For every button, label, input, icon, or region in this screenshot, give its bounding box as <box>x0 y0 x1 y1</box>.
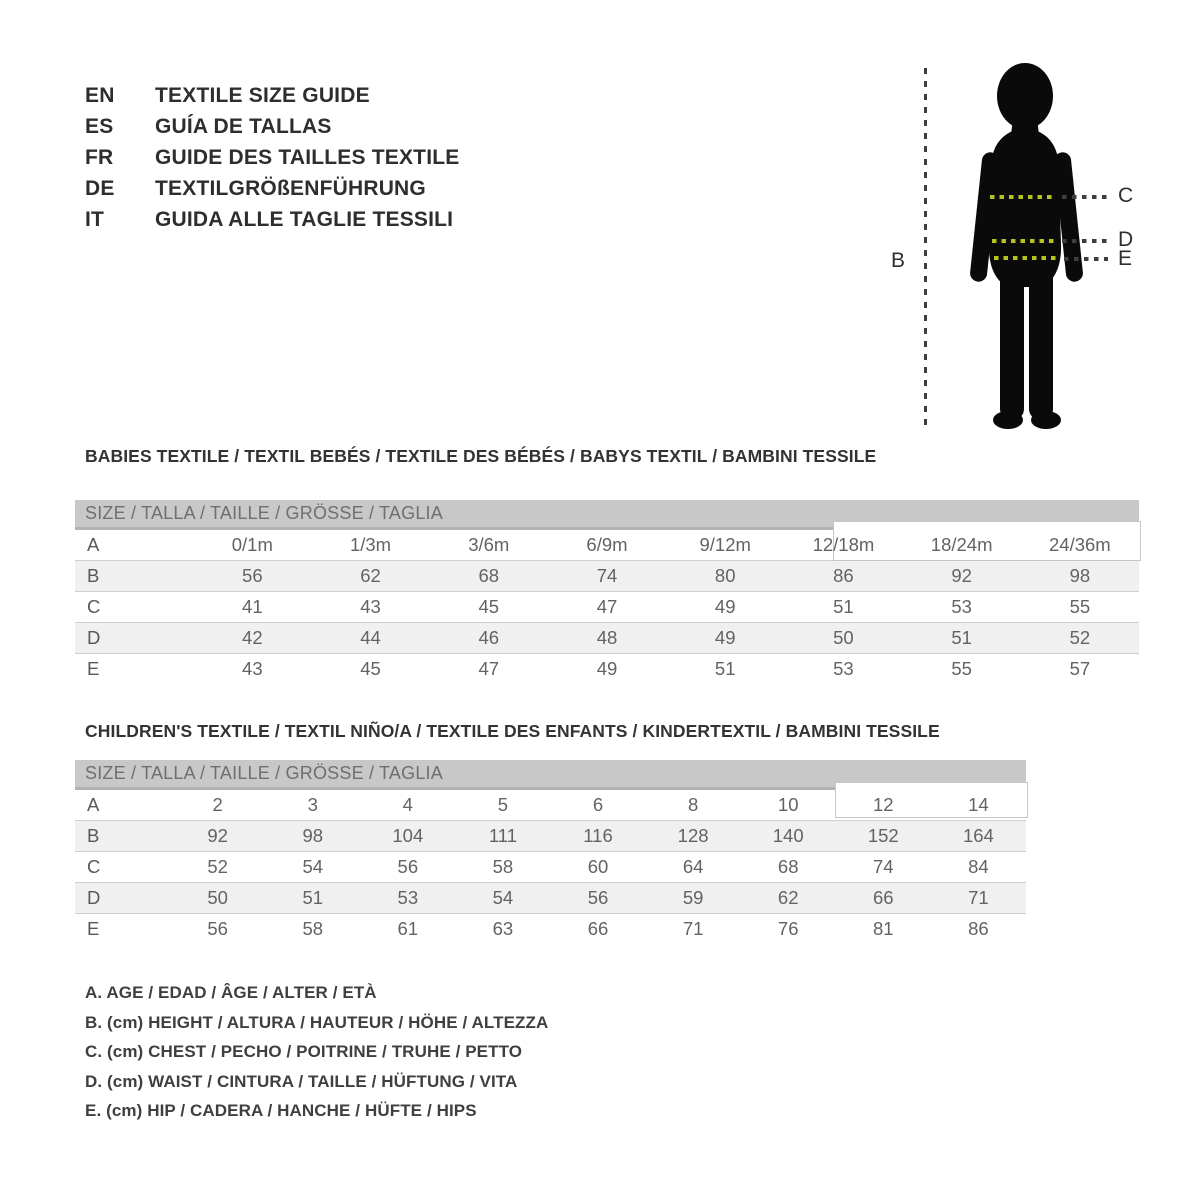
language-row <box>85 111 459 142</box>
legend-line: C. (cm) CHEST / PECHO / POITRINE / TRUHE / PETTO <box>85 1042 523 1061</box>
size-cell: 6/9m <box>586 534 628 555</box>
legend-line: B. (cm) HEIGHT / ALTURA / HAUTEUR / HÖHE / ALTEZZA <box>85 1012 549 1032</box>
language-code: IT <box>85 208 105 231</box>
chest-measure-line <box>990 195 1054 199</box>
row-label: D <box>75 883 170 914</box>
row-label: B <box>75 821 170 852</box>
size-cell: 60 <box>587 856 609 877</box>
babies-size-header: SIZE / TALLA / TAILLE / GRÖSSE / TAGLIA <box>75 500 1139 529</box>
size-cell: 51 <box>903 623 1021 654</box>
row-label: A <box>87 534 100 555</box>
children-size-header: SIZE / TALLA / TAILLE / GRÖSSE / TAGLIA <box>75 760 1026 789</box>
size-guide-title: GUÍA DE TALLAS <box>155 115 332 138</box>
hip-pointer-line <box>1064 257 1108 261</box>
children-table-body <box>75 789 1026 945</box>
hip-measure-line <box>994 256 1058 260</box>
row-label: B <box>75 561 193 592</box>
size-guide-title: TEXTILE SIZE GUIDE <box>155 84 370 107</box>
size-cell: 45 <box>478 596 500 617</box>
size-cell: 56 <box>550 883 645 914</box>
size-cell: 98 <box>265 821 360 852</box>
size-cell: 8 <box>687 794 699 815</box>
size-cell: 57 <box>1069 658 1091 679</box>
size-cell: 6 <box>592 794 604 815</box>
size-cell: 4 <box>402 794 413 815</box>
size-cell: 52 <box>207 856 228 877</box>
size-cell: 74 <box>548 561 666 592</box>
size-cell: 62 <box>311 561 429 592</box>
size-cell: 51 <box>265 883 360 914</box>
child-silhouette-icon <box>963 60 1091 432</box>
waist-pointer-line <box>1062 239 1108 243</box>
row-label: A <box>87 794 100 815</box>
size-cell: 71 <box>931 883 1026 914</box>
size-cell: 68 <box>430 561 548 592</box>
size-cell: 84 <box>968 856 989 877</box>
size-cell: 164 <box>931 821 1026 852</box>
size-cell: 128 <box>646 821 741 852</box>
size-cell: 58 <box>302 918 324 939</box>
language-title-list <box>85 80 459 235</box>
size-cell: 81 <box>873 918 894 939</box>
row-label: D <box>75 623 193 654</box>
language-row <box>85 204 459 235</box>
size-cell: 56 <box>207 918 228 939</box>
row-label: C <box>87 596 101 617</box>
size-cell: 47 <box>596 596 618 617</box>
row-label: C <box>87 856 101 877</box>
table-row <box>75 592 1139 623</box>
height-label: B <box>891 249 906 272</box>
size-cell: 53 <box>833 658 854 679</box>
size-cell: 49 <box>666 623 784 654</box>
size-cell: 2 <box>212 794 223 815</box>
table-row <box>75 623 1139 654</box>
size-cell: 3/6m <box>468 534 510 555</box>
size-cell: 46 <box>430 623 548 654</box>
language-code: EN <box>85 84 115 107</box>
size-cell: 51 <box>714 658 736 679</box>
size-cell: 104 <box>360 821 455 852</box>
table-row <box>75 654 1139 685</box>
language-code: FR <box>85 146 114 169</box>
size-cell: 63 <box>492 918 514 939</box>
language-row <box>85 80 459 111</box>
size-guide-title: GUIDE DES TAILLES TEXTILE <box>155 146 460 169</box>
size-cell: 1/3m <box>349 534 392 555</box>
babies-section-heading: BABIES TEXTILE / TEXTIL BEBÉS / TEXTILE DES BÉBÉS / BABYS TEXTIL / BAMBINI TESSILE <box>85 446 877 466</box>
size-cell: 76 <box>777 918 799 939</box>
size-cell: 86 <box>784 561 902 592</box>
size-cell: 14 <box>968 794 989 815</box>
size-cell: 56 <box>397 856 419 877</box>
legend-line: A. AGE / EDAD / ÂGE / ALTER / ETÀ <box>85 983 377 1002</box>
size-cell: 43 <box>360 596 381 617</box>
size-cell: 53 <box>951 596 972 617</box>
table-row <box>75 529 1139 561</box>
table-row <box>75 789 1026 821</box>
measurement-legend <box>85 978 548 1126</box>
table-row <box>75 561 1139 592</box>
size-cell: 44 <box>311 623 429 654</box>
size-cell: 5 <box>497 794 509 815</box>
size-cell: 74 <box>873 856 894 877</box>
size-cell: 50 <box>784 623 902 654</box>
language-code: DE <box>85 177 115 200</box>
table-row <box>75 914 1026 945</box>
language-code: ES <box>85 115 114 138</box>
size-cell: 10 <box>777 794 799 815</box>
children-size-table <box>75 760 1026 944</box>
size-cell: 68 <box>777 856 799 877</box>
size-cell: 12 <box>873 794 894 815</box>
table-row <box>75 821 1026 852</box>
size-cell: 18/24m <box>930 534 993 555</box>
size-cell: 3 <box>307 794 318 815</box>
size-cell: 47 <box>478 658 500 679</box>
size-cell: 42 <box>193 623 311 654</box>
size-cell: 54 <box>455 883 550 914</box>
size-cell: 52 <box>1021 623 1139 654</box>
size-cell: 54 <box>302 856 324 877</box>
size-cell: 53 <box>360 883 455 914</box>
size-cell: 56 <box>193 561 311 592</box>
size-cell: 116 <box>550 821 645 852</box>
legend-line: D. (cm) WAIST / CINTURA / TAILLE / HÜFTUNG / VITA <box>85 1071 518 1091</box>
size-cell: 86 <box>968 918 989 939</box>
language-row <box>85 142 459 173</box>
size-cell: 59 <box>646 883 741 914</box>
size-cell: 71 <box>682 918 704 939</box>
size-guide-title: GUIDA ALLE TAGLIE TESSILI <box>155 208 454 231</box>
size-cell: 98 <box>1021 561 1139 592</box>
size-cell: 61 <box>397 918 419 939</box>
size-cell: 55 <box>951 658 972 679</box>
table-row <box>75 852 1026 883</box>
waist-label: D <box>1118 228 1134 251</box>
height-dashed-line <box>924 68 927 430</box>
babies-size-table <box>75 500 1139 684</box>
row-label: E <box>87 658 100 679</box>
chest-label: C <box>1118 184 1134 207</box>
size-cell: 66 <box>587 918 609 939</box>
table-row <box>75 883 1026 914</box>
language-row <box>85 173 459 204</box>
size-cell: 0/1m <box>231 534 273 555</box>
size-cell: 48 <box>548 623 666 654</box>
size-cell: 111 <box>455 821 550 852</box>
waist-measure-line <box>992 239 1056 243</box>
size-cell: 49 <box>714 596 736 617</box>
size-cell: 24/36m <box>1049 534 1111 555</box>
size-cell: 66 <box>836 883 931 914</box>
size-cell: 92 <box>170 821 265 852</box>
size-cell: 80 <box>666 561 784 592</box>
chest-pointer-line <box>1062 195 1108 199</box>
row-label: E <box>87 918 100 939</box>
size-cell: 12/18m <box>812 534 875 555</box>
babies-table-body <box>75 529 1139 685</box>
size-cell: 49 <box>596 658 618 679</box>
size-cell: 9/12m <box>699 534 751 555</box>
size-cell: 62 <box>741 883 836 914</box>
size-cell: 55 <box>1069 596 1091 617</box>
size-cell: 64 <box>682 856 704 877</box>
size-cell: 92 <box>903 561 1021 592</box>
size-cell: 41 <box>242 596 263 617</box>
size-cell: 43 <box>242 658 263 679</box>
size-guide-title: TEXTILGRÖßENFÜHRUNG <box>155 177 426 200</box>
size-cell: 50 <box>170 883 265 914</box>
legend-line: E. (cm) HIP / CADERA / HANCHE / HÜFTE / HIPS <box>85 1101 477 1120</box>
size-cell: 51 <box>833 596 854 617</box>
measurement-figure <box>855 52 1185 452</box>
size-cell: 45 <box>360 658 381 679</box>
size-cell: 152 <box>836 821 931 852</box>
children-section-heading: CHILDREN'S TEXTILE / TEXTIL NIÑO/A / TEXTILE DES ENFANTS / KINDERTEXTIL / BAMBINI TESSILE <box>85 721 940 741</box>
size-cell: 58 <box>492 856 514 877</box>
hip-label: E <box>1118 247 1133 270</box>
size-cell: 140 <box>741 821 836 852</box>
